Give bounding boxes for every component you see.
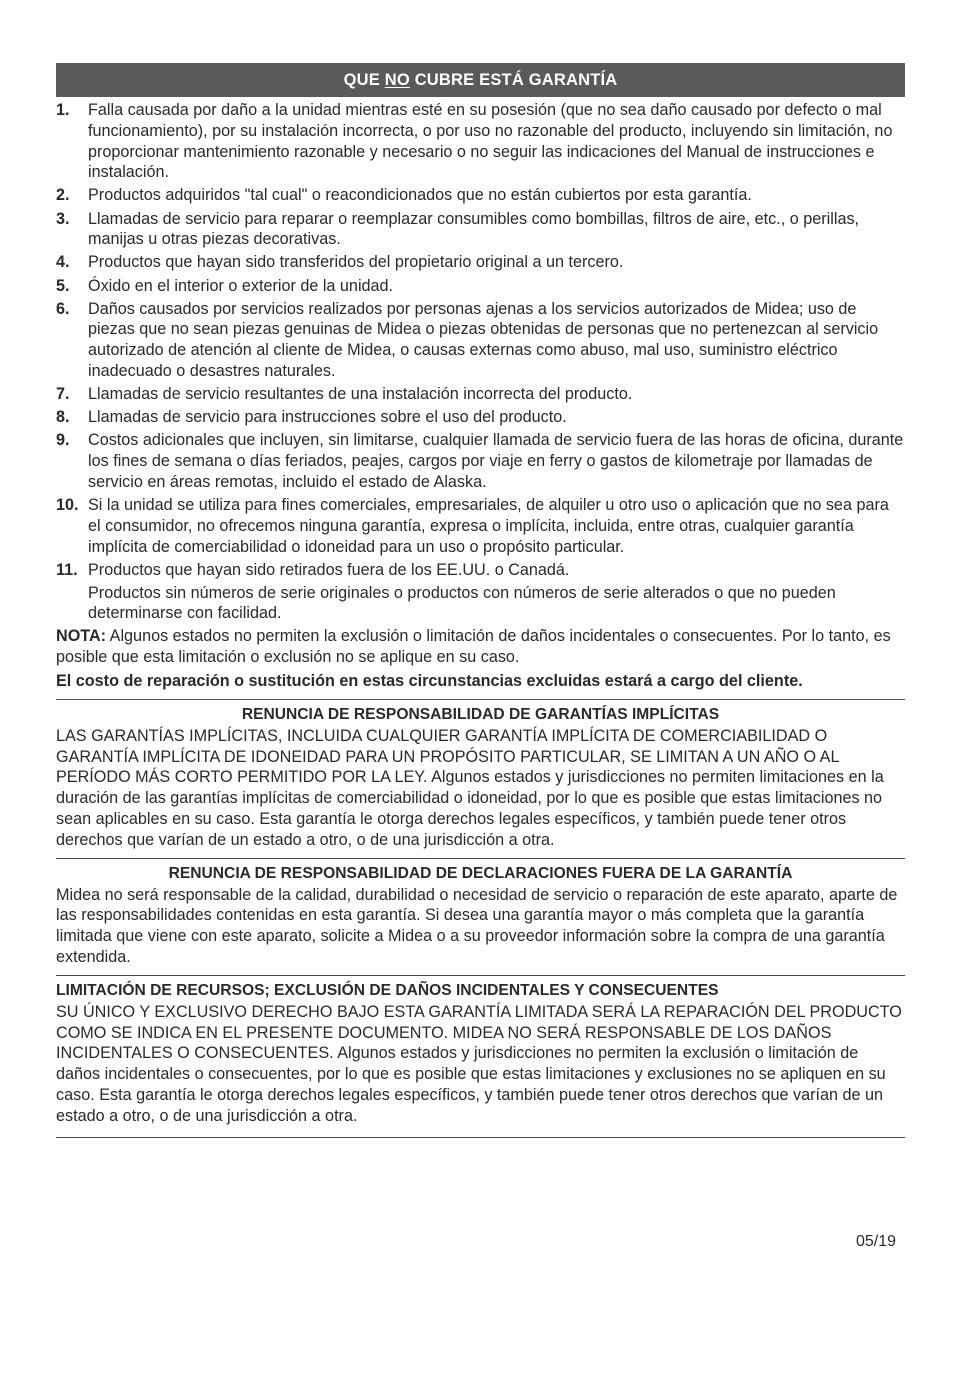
list-item [56,430,905,492]
item-number: 3. [56,209,70,228]
item-number: 1. [56,101,70,119]
list-item [56,560,905,624]
item-text-extra: Productos sin números de serie originales o productos con números de serie alterados o que no pueden determinarse con facilidad. [88,583,836,623]
item-number: 2. [56,186,70,205]
item-text-main: Productos que hayan sido retirados fuera de los EE.UU. o Canadá. [88,560,570,579]
section-title-implied-warranties: RENUNCIA DE RESPONSABILIDAD DE GARANTÍAS IMPLÍCITAS [241,705,720,723]
section-body-representations: Midea no será responsable de la calidad, durabilidad o necesidad de servicio o reparación de este aparato, aparte de las responsabilidades contenidas en esta garantía. Si desea una garantía mayor o más completa que la garantía limitada que viene con este aparato, solicite a Midea o a su proveedor información sobre la compra de una garantía extendida. [56,885,898,966]
item-text: Si la unidad se utiliza para fines comerciales, empresariales, de alquiler u otro uso o aplicación que no sea para el consumidor, no ofrecemos ninguna garantía, expresa o implícita, incluida, entre otras, cualquier garantía implícita de comerciabilidad o idoneidad para un uso o propósito particular. [88,496,889,556]
list-item [56,384,905,405]
exclusions-list [56,100,905,624]
exclusions-header [56,63,905,97]
header-prefix: QUE [343,70,380,89]
header-suffix: CUBRE ESTÁ GARANTÍA [414,70,618,89]
list-item [56,209,905,251]
item-text: Daños causados por servicios realizados por personas ajenas a los servicios autorizados de Midea; uso de piezas que no sean piezas genuinas de Midea o piezas obtenidas de personas que no pertenezcan al servicio autorizado de atención al cliente de Midea, o causas externas como abuso, mal uso, suministro eléctrico inadecuado o desastres naturales. [88,299,879,381]
section-divider [56,858,905,859]
item-number: 7. [56,385,70,404]
note-paragraph [56,626,905,668]
item-text: Productos que hayan sido transferidos del propietario original a un tercero. [88,253,624,272]
item-text: Costos adicionales que incluyen, sin limitarse, cualquier llamada de servicio fuera de las horas de oficina, durante los fines de semana o días feriados, peajes, cargos por viaje en ferry o gastos de kilometraje por llamadas de servicio en áreas remotas, incluido el estado de Alaska. [88,431,904,491]
header-emphasis: NO [384,70,410,89]
item-text: Falla causada por daño a la unidad mientras esté en su posesión (que no sea daño causado por defecto o mal funcionamiento), por su instalación incorrecta, o por uso no razonable del producto, incluyendo sin limitación, no proporcionar mantenimiento razonable y necesario o no seguir las indicaciones del Manual de instrucciones e instalación. [88,101,893,182]
item-text: Llamadas de servicio para instrucciones sobre el uso del producto. [88,408,567,427]
item-number: 9. [56,431,70,450]
section-title-representations: RENUNCIA DE RESPONSABILIDAD DE DECLARACIONES FUERA DE LA GARANTÍA [168,864,793,882]
item-text: Llamadas de servicio resultantes de una instalación incorrecta del producto. [88,385,633,404]
item-text: Óxido en el interior o exterior de la unidad. [88,276,394,295]
item-text [88,560,905,624]
warranty-page [56,63,905,1138]
list-item [56,252,905,273]
section-divider [56,699,905,700]
list-item [56,100,905,183]
item-text: Llamadas de servicio para reparar o reemplazar consumibles como bombillas, filtros de aire, etc., o perillas, manijas u otras piezas decorativas. [88,209,860,249]
item-number: 10. [56,496,79,515]
section-title-remedies: LIMITACIÓN DE RECURSOS; EXCLUSIÓN DE DAÑOS INCIDENTALES Y CONSECUENTES [56,981,719,999]
list-item [56,407,905,428]
list-item [56,185,905,206]
list-item [56,299,905,382]
note-label: NOTA: [56,627,107,646]
item-number: 5. [56,276,70,295]
item-number: 6. [56,299,70,318]
item-number: 11. [56,560,78,579]
list-item [56,276,905,297]
document-revision-code: 05/19 [855,1233,896,1250]
note-text: Algunos estados no permiten la exclusión o limitación de daños incidentales o consecuentes. Por lo tanto, es posible que esta limitación o exclusión no se aplique en su caso. [56,627,891,667]
section-body-remedies: SU ÚNICO Y EXCLUSIVO DERECHO BAJO ESTA GARANTÍA LIMITADA SERÁ LA REPARACIÓN DEL PRODUCTO COMO SE INDICA EN EL PRESENTE DOCUMENTO. MIDEA NO SERÁ RESPONSABLE DE LOS DAÑOS INCIDENTALES O CONSECUENTES. Algunos estados y jurisdicciones no permiten la exclusión o limitación de daños incidentales o consecuentes, por lo que es posible que estas limitaciones y exclusiones no se apliquen en su caso. Esta garantía le otorga derechos legales específicos, y también puede tener otros derechos que varían de un estado a otro, o de una jurisdicción a otra. [56,1002,902,1125]
section-divider [56,975,905,976]
section-divider [56,1137,905,1138]
cost-statement: El costo de reparación o sustitución en estas circunstancias excluidas estará a cargo del cliente. [56,671,803,690]
section-body-implied-warranties: LAS GARANTÍAS IMPLÍCITAS, INCLUIDA CUALQUIER GARANTÍA IMPLÍCITA DE COMERCIABILIDAD O GARANTÍA IMPLÍCITA DE IDONEIDAD PARA UN PROPÓSITO PARTICULAR, SE LIMITAN A UN AÑO O AL PERÍODO MÁS CORTO PERMITIDO POR LA LEY. Algunos estados y jurisdicciones no permiten limitaciones en la duración de las garantías implícitas de comerciabilidad o idoneidad, por lo que es posible que estas limitaciones no sean aplicables en su caso. Esta garantía le otorga derechos legales específicos, y también puede tener otros derechos que varían de un estado a otro, o de una jurisdicción a otra. [56,726,884,849]
item-number: 4. [56,253,70,272]
list-item [56,495,905,557]
item-text: Productos adquiridos "tal cual" o reacondicionados que no están cubiertos por esta garantía. [88,186,752,205]
item-number: 8. [56,408,70,427]
